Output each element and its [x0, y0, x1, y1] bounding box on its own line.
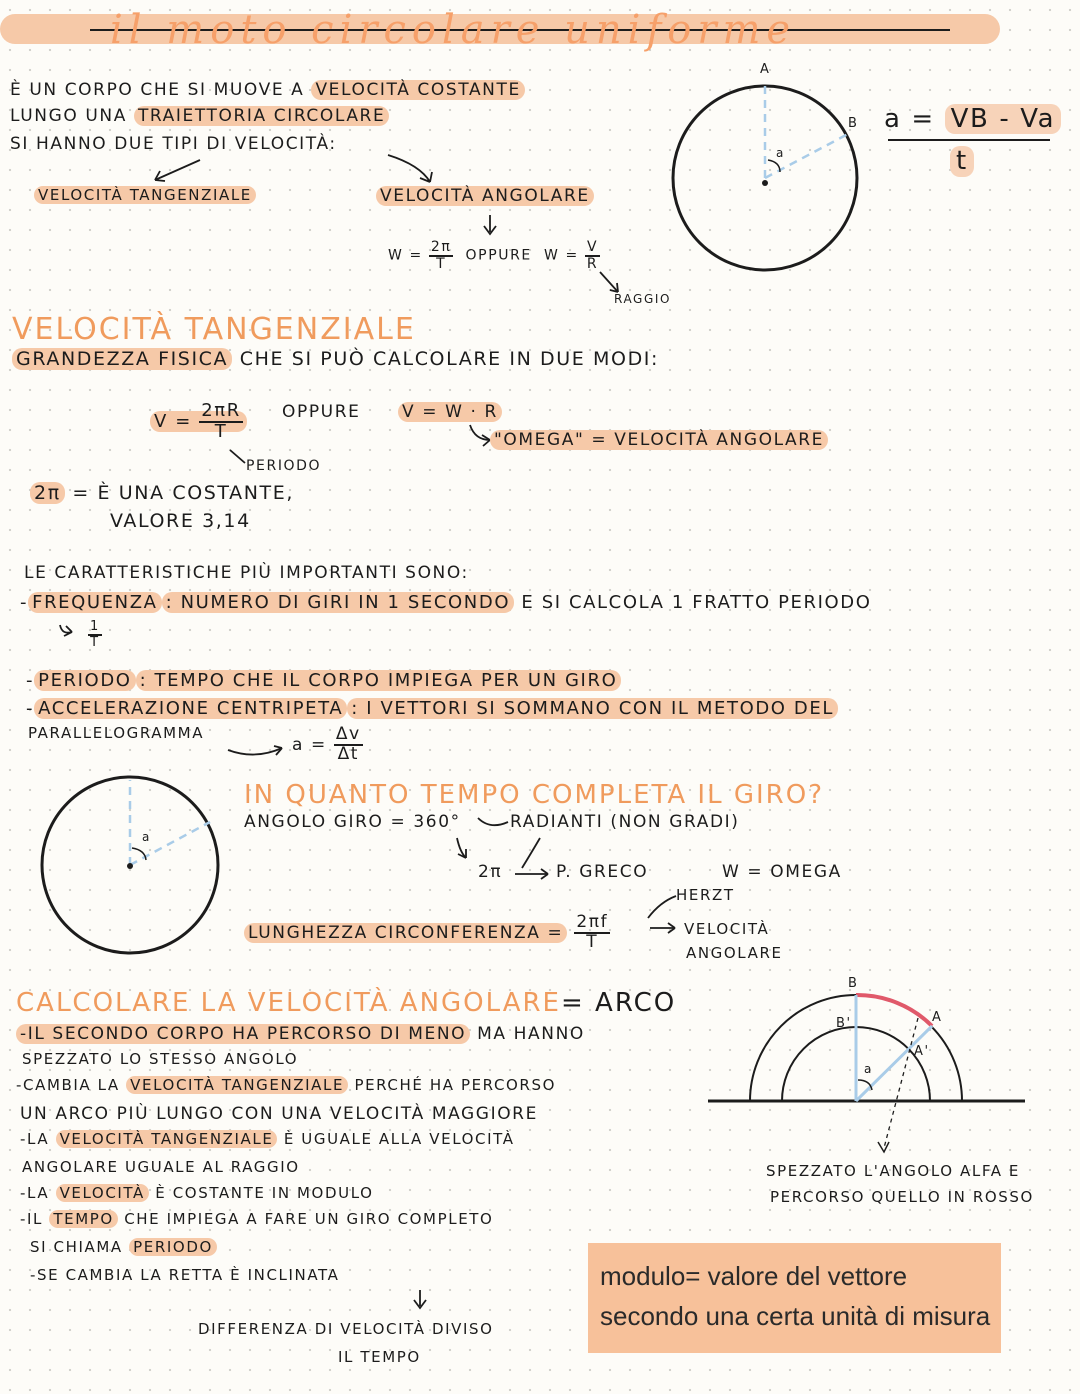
arc-label-b: B	[848, 976, 859, 991]
time-question: IN QUANTO TEMPO COMPLETA IL GIRO?	[244, 780, 824, 810]
highlight-circular-path: TRAIETTORIA CIRCOLARE	[134, 106, 389, 126]
omega-note: "OMEGA" = VELOCITÀ ANGOLARE	[490, 430, 828, 450]
characteristics-intro: LE CARATTERISTICHE PIÙ IMPORTANTI SONO:	[24, 563, 469, 583]
angular-line-9: SI CHIAMA PERIODO	[30, 1238, 217, 1256]
arc-label-a2: A'	[914, 1044, 930, 1059]
arc-label-b2: B'	[836, 1016, 852, 1031]
angular-line-3: -CAMBIA LA VELOCITÀ TANGENZIALE PERCHÉ HA PERCORSO	[16, 1076, 556, 1094]
angular-line-2: SPEZZATO LO STESSO ANGOLO	[22, 1050, 299, 1068]
time-hertz: HERZT	[676, 886, 735, 904]
tangential-or: OPPURE	[282, 402, 361, 422]
red-arc	[856, 995, 932, 1026]
time-greek: P. GRECO	[556, 862, 649, 882]
time-twopi: 2π	[478, 862, 503, 882]
time-radians: RADIANTI (NON GRADI)	[510, 812, 740, 832]
highlight-constant-speed: VELOCITÀ COSTANTE	[311, 80, 524, 100]
frequency-line: - FREQUENZA : NUMERO DI GIRI IN 1 SECONDO E SI CALCOLA 1 FRATTO PERIODO	[20, 592, 872, 613]
top-diagram-label-alpha: a	[776, 146, 785, 160]
arc-caption-1: SPEZZATO L'ANGOLO ALFA E	[766, 1162, 1020, 1180]
arc-label-alpha: a	[864, 1062, 873, 1076]
angular-line-7: -LA VELOCITÀ È COSTANTE IN MODULO	[20, 1184, 374, 1202]
circumference-formula: LUNGHEZZA CIRCONFERENZA = $\frac{2\pi f}{T}$	[244, 914, 610, 952]
intro-line-2: LUNGO UNA TRAIETTORIA CIRCOLARE	[10, 106, 389, 126]
intro-line-3: SI HANNO DUE TIPI DI VELOCITÀ:	[10, 134, 337, 154]
angular-line-4: UN ARCO PIÙ LUNGO CON UNA VELOCITÀ MAGGIORE	[20, 1104, 538, 1124]
angular-line-11: DIFFERENZA DI VELOCITÀ DIVISO	[198, 1320, 494, 1338]
period-label: PERIODO	[34, 670, 135, 691]
acceleration-formula: a = $\frac{\Delta v}{\Delta t}$	[292, 724, 361, 764]
parallelogram-label: PARALLELOGRAMMA	[28, 724, 205, 742]
vel-ang-1: VELOCITÀ	[684, 920, 770, 938]
top-formula-denominator: t	[950, 146, 974, 177]
note-box	[588, 1243, 1001, 1353]
vel-ang-2: ANGOLARE	[686, 944, 783, 962]
frequency-label: FREQUENZA	[28, 592, 161, 613]
top-diagram-label-a: A	[760, 62, 771, 77]
tangential-heading: VELOCITÀ TANGENZIALE	[12, 312, 416, 347]
angular-line-6: ANGOLARE UGUALE AL RAGGIO	[22, 1158, 300, 1176]
intro-line-1: È UN CORPO CHE SI MUOVE A VELOCITÀ COSTANTE	[10, 80, 525, 100]
period-line: - PERIODO : TEMPO CHE IL CORPO IMPIEGA PER UN GIRO	[26, 670, 621, 692]
angular-line-10: -SE CAMBIA LA RETTA È INCLINATA	[30, 1266, 340, 1284]
arc-label-a: A	[932, 1010, 943, 1025]
tangential-subtitle: GRANDEZZA FISICA CHE SI PUÒ CALCOLARE IN DUE MODI:	[12, 348, 659, 371]
twopi-line: 2π = È UNA COSTANTE,	[30, 482, 294, 505]
tangential-formula-1: V = $\frac{2\pi R}{T}$	[150, 402, 247, 442]
time-angle: ANGOLO GIRO = 360°	[244, 812, 461, 832]
periodo-note: PERIODO	[246, 458, 322, 474]
angular-line-12: IL TEMPO	[338, 1348, 421, 1366]
type-tangential: VELOCITÀ TANGENZIALE	[34, 186, 256, 204]
top-diagram-label-b: B	[848, 116, 859, 131]
omega-formulas: W = $\frac{2\pi}{T}$ OPPURE W = $\frac{V}{R}$	[388, 239, 599, 272]
angular-line-5: -LA VELOCITÀ TANGENZIALE È UGUALE ALLA VELOCITÀ	[20, 1130, 515, 1148]
twopi-value: VALORE 3,14	[110, 510, 251, 532]
note-line-2: secondo una certa unità di misura	[600, 1301, 991, 1331]
frequency-fraction: $\frac{1}{T}$	[90, 619, 100, 650]
acceleration-label: ACCELERAZIONE CENTRIPETA	[34, 698, 347, 719]
top-formula: a = VB - Va	[884, 104, 1061, 135]
middle-circle-alpha: a	[142, 830, 151, 844]
acceleration-line: - ACCELERAZIONE CENTRIPETA : I VETTORI SI SOMMANO CON IL METODO DEL	[26, 698, 838, 720]
raggio-label: RAGGIO	[614, 292, 672, 306]
tangential-formula-2: V = W · R	[398, 402, 502, 422]
time-omega: W = OMEGA	[722, 862, 842, 882]
angular-line-1: -IL SECONDO CORPO HA PERCORSO DI MENO MA HANNO	[16, 1024, 585, 1044]
type-angular: VELOCITÀ ANGOLARE	[376, 186, 594, 206]
angular-heading: CALCOLARE LA VELOCITÀ ANGOLARE= ARCO	[16, 988, 677, 1018]
arc-caption-2: PERCORSO QUELLO IN ROSSO	[770, 1188, 1034, 1206]
page-title: il moto circolare uniforme	[110, 7, 797, 53]
note-line-1: modulo= valore del vettore	[600, 1261, 908, 1291]
angular-line-8: -IL TEMPO CHE IMPIEGA A FARE UN GIRO COMPLETO	[20, 1210, 494, 1228]
